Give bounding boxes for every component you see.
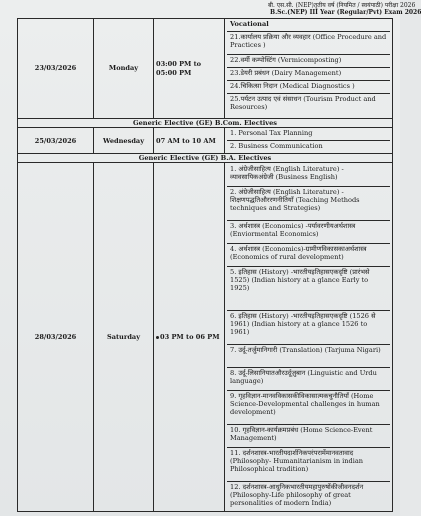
list-item: 6. इतिहास (History) -भारतीयइतिहासएकदृष्टि (1526 से 1961) (Indian history at a glance 1526 to 1961): [227, 311, 390, 345]
header-line-hindi: बी. एस.सी. (NEP)तृतीय वर्ष (नियमित / स्वयंपाठी) परीक्षा 2026: [268, 2, 416, 9]
subject-list: [225, 128, 393, 154]
list-item: 22.वर्मी कम्पोस्टिंग (Vermicomposting): [227, 55, 390, 68]
exam-time: 03:00 PM to 05:00 PM: [154, 19, 225, 119]
exam-time: 03 PM to 06 PM: [160, 333, 220, 342]
table-row: [18, 19, 393, 119]
table-row: [18, 163, 393, 512]
exam-date: 25/03/2026: [18, 128, 94, 154]
list-item: Vocational: [227, 19, 390, 32]
list-item: 2. Business Communication: [230, 142, 323, 151]
exam-day: Wednesday: [94, 128, 154, 154]
exam-date: 23/03/2026: [18, 19, 94, 119]
exam-time: 07 AM to 10 AM: [154, 128, 225, 154]
subject-list: [225, 19, 393, 119]
section-row: [18, 154, 393, 163]
section-row: [18, 119, 393, 128]
subject-list: [225, 163, 393, 512]
exam-time-cell: [154, 163, 225, 512]
table-row: [18, 128, 393, 154]
list-item: 10. गृहविज्ञान-कार्यक्रमप्रबंध (Home Science-Event Management): [227, 425, 390, 448]
list-item: 12. दर्शनशास्त्र-आधुनिकभारतीयमहापुरुषोंकीजीवनदर्शन (Philosophy-Life philosophy of great personalities of modern India): [230, 482, 364, 508]
list-item: 23.डेयरी प्रबंधन (Dairy Management): [227, 68, 390, 81]
list-item: 1. अंग्रेजीसाहित्य (English Literature) - व्यावसायिकअंग्रेजी (Business English): [227, 164, 390, 187]
section-heading: Generic Elective (GE) B.A. Electives: [18, 154, 393, 163]
exam-day: Saturday: [94, 163, 154, 512]
list-item: 21.कार्यालय प्रक्रिया और व्यवहार (Office Procedure and Practices ): [227, 32, 390, 55]
list-item: 7. उर्दू-तर्जुमानिगारी (Translation) (Tarjuma Nigari): [227, 345, 390, 368]
list-item: 9. गृहविज्ञान-मानवविकासकीविकासात्मकचुनौतियाँ (Home Science-Developmental challenges in human development): [227, 391, 390, 425]
list-item: 2. अंग्रेजीसाहित्य (English Literature) - शिक्षणपद्धतिऔररणनीतियाँ (Teaching Methods techniques and Strategies): [227, 187, 390, 221]
list-item: 8. उर्दू-लिसानियातऔरउर्दूज़ुबान (Linguistic and Urdu language): [227, 368, 390, 391]
exam-schedule-table: [17, 18, 393, 512]
list-item: 4. अर्थशास्त्र (Economics)-ग्रामीणविकासकाअर्थशास्त्र (Economics of rural development): [227, 244, 390, 267]
list-item: 11. दर्शनशास्त्र-भारतीयदार्शनिकपरंपरामेंमानवतावाद (Philosophy- Humanitarianism in indian Philosophical tradition): [227, 448, 390, 482]
list-item: 3. अर्थशास्त्र (Economics) -पर्यावरणीयअर्थशास्त्र (Enviormental Economics): [227, 221, 390, 244]
list-item: 25.पर्यटन उत्पाद एवं संसाधन (Tourism Product and Resources): [230, 95, 376, 112]
section-heading: Generic Elective (GE) B.Com. Electives: [18, 119, 393, 128]
bullet-icon: [156, 336, 159, 339]
list-item: 5. इतिहास (History) -भारतीयइतिहासएकदृष्टि (प्रारंभसे 1525) (Indian history at a glance Early to 1925): [227, 267, 390, 311]
header-line-english: B.Sc.(NEP) III Year (Regular/Pvt) Exam 2026: [270, 9, 421, 16]
exam-day: Monday: [94, 19, 154, 119]
exam-date: 28/03/2026: [18, 163, 94, 512]
list-item: 1. Personal Tax Planning: [227, 128, 390, 141]
list-item: 24.चिकित्सा निदान (Medical Diagnostics ): [227, 81, 390, 94]
